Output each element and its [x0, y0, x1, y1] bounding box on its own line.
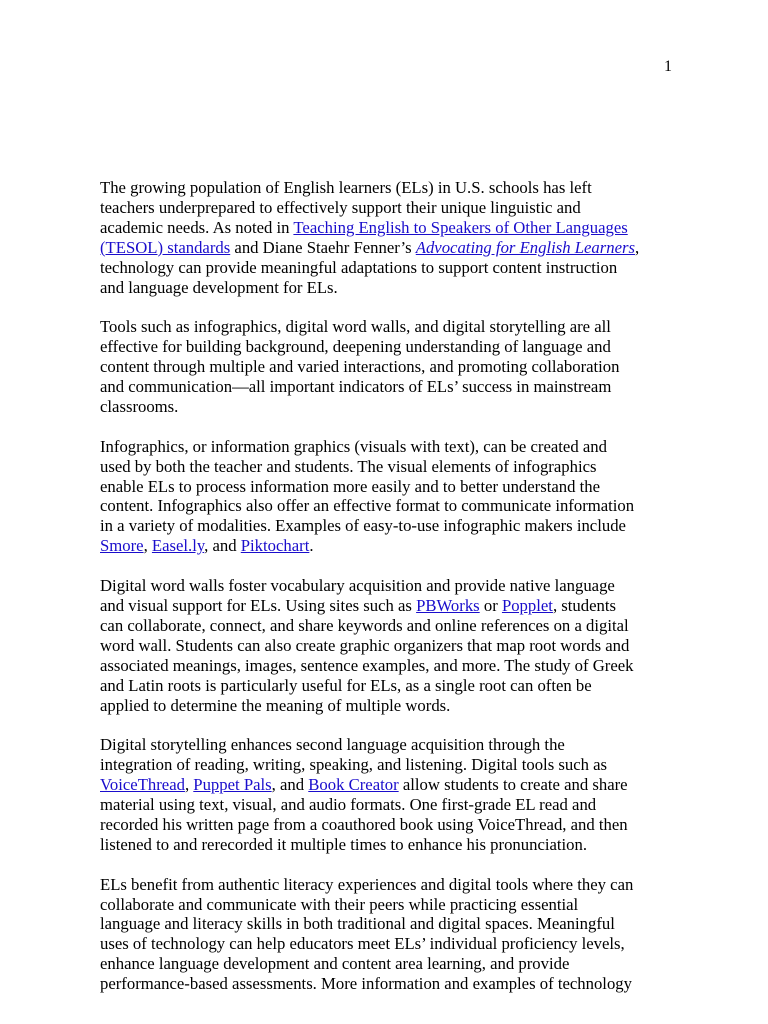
paragraph-intro: [100, 178, 710, 297]
text-line: material using text, visual, and audio formats. One first-grade EL read and: [100, 795, 597, 815]
text-line: Tools such as infographics, digital word walls, and digital storytelling are all: [100, 317, 611, 337]
paragraph-tools: [100, 317, 710, 417]
document-body: [100, 178, 710, 1014]
easelly-link[interactable]: Easel.ly: [151, 536, 205, 556]
text-segment: and visual support for ELs. Using sites such as: [100, 595, 417, 615]
text-line: content. Infographics also offer an effective format to communicate information: [100, 496, 635, 516]
text-line: [100, 536, 710, 556]
text-segment: or: [479, 595, 502, 615]
text-segment: ,: [184, 775, 194, 795]
paragraph-infographics: [100, 437, 710, 556]
text-segment: , and: [204, 536, 241, 556]
paragraph-conclusion: [100, 875, 710, 994]
text-line: collaborate and communicate with their peers while practicing essential: [100, 894, 579, 914]
text-line: can collaborate, connect, and share keywords and online references on a digital: [100, 615, 629, 635]
text-line: associated meanings, images, sentence examples, and more. The study of Greek: [100, 655, 634, 675]
text-line: and Latin roots is particularly useful for ELs, as a single root can often be: [100, 675, 592, 695]
text-line: The growing population of English learners (ELs) in U.S. schools has left: [100, 178, 592, 197]
text-segment: .: [309, 536, 314, 556]
text-line: technology can provide meaningful adaptations to support content instruction: [100, 257, 618, 277]
text-line: Infographics, or information graphics (visuals with text), can be created and: [100, 436, 607, 456]
text-line: Digital storytelling enhances second language acquisition through the: [100, 735, 565, 755]
text-line: effective for building background, deepening understanding of language and: [100, 337, 611, 357]
text-line: [100, 238, 710, 258]
text-line: performance-based assessments. More information and examples of technology: [100, 974, 632, 994]
text-segment: , and: [271, 775, 309, 795]
text-line: uses of technology can help educators meet ELs’ individual proficiency levels,: [100, 934, 625, 954]
advocating-for-english-learners-link[interactable]: Advocating for English Learners: [415, 237, 636, 257]
text-line: enable ELs to process information more easily and to better understand the: [100, 476, 601, 496]
text-line: recorded his written page from a coauthored book using VoiceThread, and then: [100, 814, 628, 834]
text-segment: ,: [635, 237, 640, 257]
puppet-pals-link[interactable]: Puppet Pals: [193, 775, 272, 795]
text-line: ELs benefit from authentic literacy experiences and digital tools where they can: [100, 874, 634, 894]
text-line: content through multiple and varied interactions, and promoting collaboration: [100, 357, 620, 377]
text-segment: allow students to create and share: [398, 775, 628, 795]
text-line: word wall. Students can also create graphic organizers that map root words and: [100, 635, 630, 655]
text-line: and language development for ELs.: [100, 277, 338, 297]
pbworks-link[interactable]: PBWorks: [416, 595, 480, 615]
text-line: [100, 218, 710, 238]
smore-link[interactable]: Smore: [100, 536, 144, 556]
text-line: classrooms.: [100, 396, 179, 416]
paragraph-word-walls: [100, 576, 710, 715]
text-line: in a variety of modalities. Examples of easy-to-use infographic makers include: [100, 516, 626, 536]
text-line: language and literacy skills in both traditional and digital spaces. Meaningful: [100, 914, 615, 934]
voicethread-link[interactable]: VoiceThread: [100, 775, 185, 795]
page-number: 1: [664, 58, 672, 75]
text-line: Digital word walls foster vocabulary acquisition and provide native language: [100, 576, 615, 596]
book-creator-link[interactable]: Book Creator: [308, 775, 399, 795]
text-line: teachers underprepared to effectively support their unique linguistic and: [100, 197, 581, 217]
text-line: and communication—all important indicators of ELs’ success in mainstream: [100, 377, 612, 397]
text-line: integration of reading, writing, speaking, and listening. Digital tools such as: [100, 755, 608, 775]
text-line: enhance language development and content area learning, and provide: [100, 954, 570, 974]
paragraph-storytelling: [100, 735, 710, 854]
text-line: [100, 775, 710, 795]
text-line: applied to determine the meaning of multiple words.: [100, 695, 451, 715]
text-line: used by both the teacher and students. The visual elements of infographics: [100, 456, 597, 476]
tesol-standards-link[interactable]: Teaching English to Speakers of Other Languages: [293, 217, 628, 237]
piktochart-link[interactable]: Piktochart: [240, 536, 310, 556]
text-segment: academic needs. As noted in: [100, 217, 294, 237]
text-segment: , students: [552, 595, 616, 615]
tesol-standards-link-cont[interactable]: (TESOL) standards: [100, 237, 231, 257]
text-segment: ,: [143, 536, 152, 556]
text-line: [100, 596, 710, 616]
text-segment: and Diane Staehr Fenner’s: [230, 237, 416, 257]
text-line: listened to and rerecorded it multiple times to enhance his pronunciation.: [100, 834, 588, 854]
popplet-link[interactable]: Popplet: [501, 595, 553, 615]
